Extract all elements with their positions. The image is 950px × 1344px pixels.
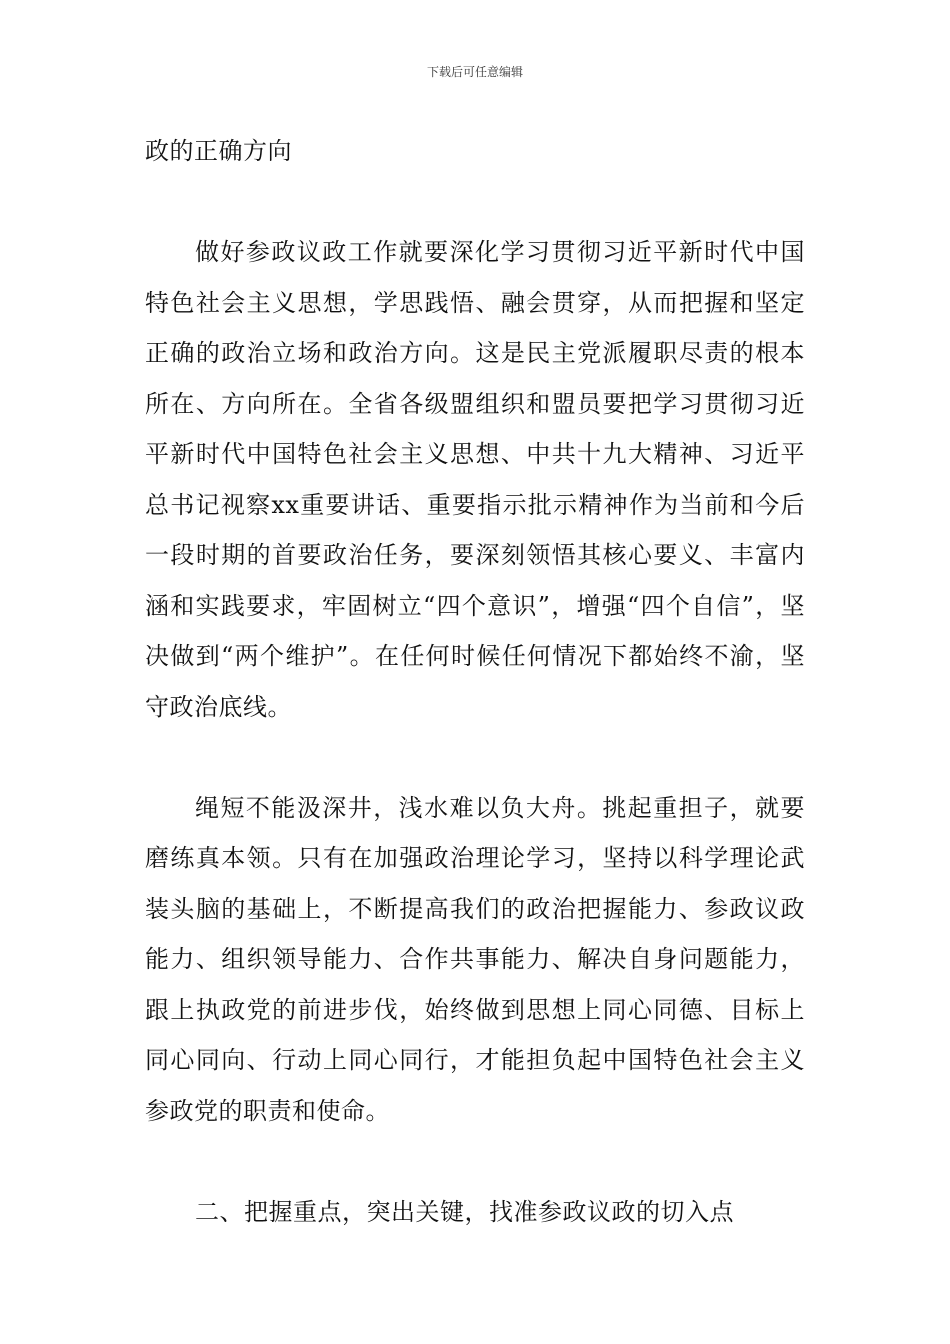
page-header: 下载后可任意编辑 xyxy=(426,65,523,79)
paragraph-1: 做好参政议政工作就要深化学习贯彻习近平新时代中国特色社会主义思想，学思践悟、融会贯穿，从而把握和坚定正确的政治立场和政治方向。这是民主党派履职尽责的根本所在、方向所在。全省各级盟组织和盟员要把学习贯彻习近平新时代中国特色社会主义思想、中共十九大精神、习近平总书记视察xx重要讲话、重要指示批示精神作为当前和今后一段时期的首要政治任务，要深刻领悟其核心要义、丰富内涵和实践要求，牢固树立“四个意识”，增强“四个自信”，坚决做到“两个维护”。在任何时候任何情况下都始终不渝，坚守政治底线。 xyxy=(145,238,805,721)
paragraph-gap xyxy=(145,732,805,783)
paragraph-2: 绳短不能汲深井，浅水难以负大舟。挑起重担子，就要磨练真本领。只有在加强政治理论学习，坚持以科学理论武装头脑的基础上，不断提高我们的政治把握能力、参政议政能力、组织领导能力、合作共事能力、解决自身问题能力，跟上执政党的前进步伐，始终做到思想上同心同德、目标上同心同向、行动上同心同行，才能担负起中国特色社会主义参政党的职责和使命。 xyxy=(145,793,805,1125)
paragraph-gap xyxy=(145,177,805,228)
document-body xyxy=(145,126,805,1237)
continued-line: 政的正确方向 xyxy=(145,137,292,165)
section-heading-2: 二、把握重点，突出关键，找准参政议政的切入点 xyxy=(195,1197,734,1226)
paragraph-gap xyxy=(145,1136,805,1187)
